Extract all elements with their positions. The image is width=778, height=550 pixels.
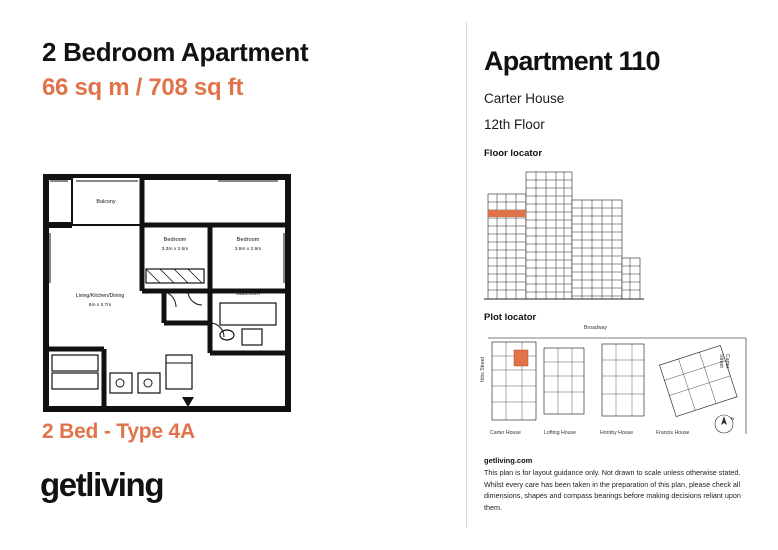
plot-label-hornby-house: Hornby House xyxy=(600,430,634,436)
floor-locator-diagram xyxy=(484,166,644,301)
building-name: Carter House xyxy=(484,91,565,106)
panel-divider xyxy=(466,22,467,528)
apartment-title: Apartment 110 xyxy=(484,46,660,76)
floorplan-drawing xyxy=(42,173,292,413)
room-dims-bedroom-1: 3.3m x 2.6m xyxy=(161,247,189,252)
plot-label-carter-house: Carter House xyxy=(490,430,521,436)
plot-locator-diagram xyxy=(480,325,752,445)
footer-website: getliving.com xyxy=(484,456,533,465)
floor-name: 12th Floor xyxy=(484,117,545,132)
compass-icon xyxy=(715,415,734,433)
room-label-bathroom: Bathroom xyxy=(236,291,260,297)
unit-type-label: 2 Bed - Type 4A xyxy=(42,420,195,443)
room-dims-living: 6m x 3.7m xyxy=(88,303,112,308)
room-label-living: Living/Kitchen/Dining xyxy=(75,293,125,299)
room-dims-bedroom-2: 3.9m x 2.9m xyxy=(234,247,262,252)
room-label-balcony: Balcony xyxy=(96,199,116,205)
right-panel xyxy=(480,0,778,550)
floorplan-svg xyxy=(42,173,292,413)
floor-locator-heading: Floor locator xyxy=(484,148,543,159)
disclaimer-text: This plan is for layout guidance only. Not drawn to scale unless otherwise stated. Whilst every care has been taken in the preparation of this plan, please check all dimensions, shapes and compass bearings before making decisions reliant upon them. xyxy=(484,468,741,512)
plot-highlight xyxy=(514,350,528,366)
room-label-bedroom-1: Bedroom xyxy=(163,237,187,243)
page-title: 2 Bedroom Apartment xyxy=(42,37,309,67)
svg-text:N: N xyxy=(731,416,735,421)
plot-label-francis-house: Francis House xyxy=(656,430,690,436)
plot-label-ibbs-street: Ibbs Street xyxy=(480,356,486,382)
room-label-bedroom-2: Bedroom xyxy=(236,237,260,243)
plot-label-lofting-house: Lofting House xyxy=(544,430,577,436)
floor-highlight-band xyxy=(488,210,526,217)
plot-locator-heading: Plot locator xyxy=(484,312,537,323)
area-subtitle: 66 sq m / 708 sq ft xyxy=(42,73,244,101)
brand-logo: getliving xyxy=(40,466,164,503)
title-block xyxy=(42,38,442,103)
site-plan-svg xyxy=(484,330,752,445)
plot-label-broadway: Broadway xyxy=(584,325,608,331)
plot-label-carter-street: Carter Street xyxy=(718,354,730,369)
building-elevation-svg xyxy=(484,166,644,301)
